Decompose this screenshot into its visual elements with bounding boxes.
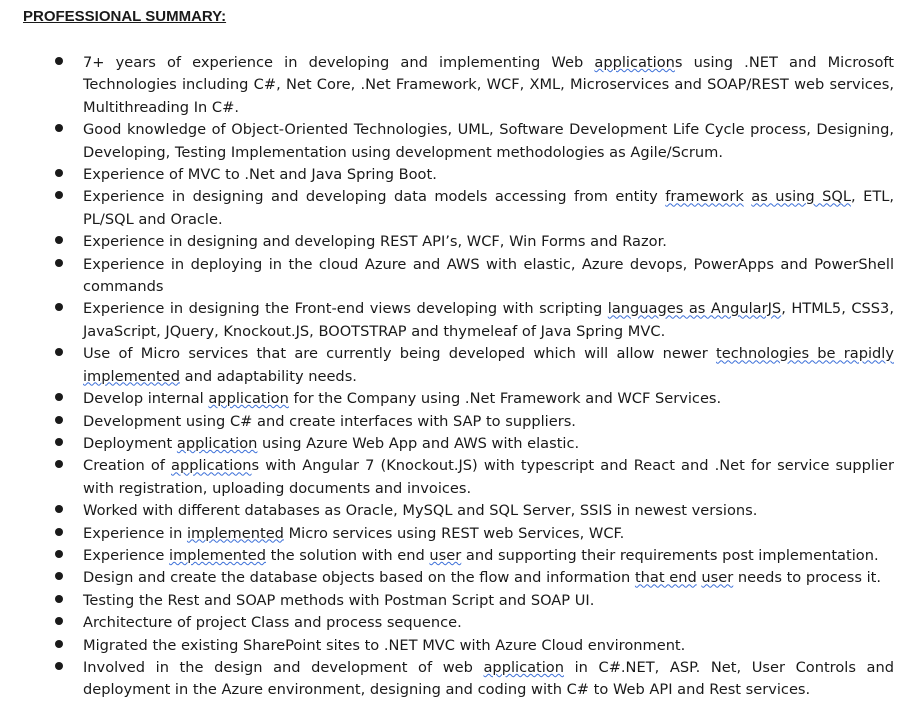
bullet-icon xyxy=(55,393,63,401)
summary-item-text: Experience of MVC to .Net and Java Spring Boot. xyxy=(83,166,437,184)
bullet-icon xyxy=(55,640,63,648)
summary-item-text: Migrated the existing SharePoint sites to .NET MVC with Azure Cloud environment. xyxy=(83,636,686,654)
summary-item-text: 7+ years of experience in developing and implementing Web applications using .NET and Microsoft Technologies including C#, Net Core, .Net Framework, WCF, XML, Microservices and SOAP/REST web services, Multithreading In C#. xyxy=(83,54,895,116)
summary-item-text: Architecture of project Class and process sequence. xyxy=(83,614,462,632)
summary-item xyxy=(0,433,915,455)
summary-item xyxy=(0,119,915,164)
summary-item xyxy=(0,657,915,702)
bullet-icon xyxy=(55,505,63,513)
summary-item xyxy=(0,231,915,253)
summary-item-text: Experience in implemented Micro services using REST web Services, WCF. xyxy=(83,524,625,542)
summary-item-text: Experience implemented the solution with end user and supporting their requirements post implementation. xyxy=(83,546,879,564)
summary-item-text: Deployment application using Azure Web App and AWS with elastic. xyxy=(83,434,580,452)
summary-item xyxy=(0,567,915,589)
summary-item xyxy=(0,254,915,299)
summary-list xyxy=(0,52,915,702)
bullet-icon xyxy=(55,572,63,580)
summary-item-text: Use of Micro services that are currently being developed which will allow newer technologies be rapidly implemented and adaptability needs. xyxy=(83,345,894,385)
bullet-icon xyxy=(55,124,63,132)
bullet-icon xyxy=(55,303,63,311)
bullet-icon xyxy=(55,259,63,267)
summary-item-text: Good knowledge of Object-Oriented Technologies, UML, Software Development Life Cycle process, Designing, Developing, Testing Implementation using development methodologies as Agile/Scrum. xyxy=(83,121,894,161)
bullet-icon xyxy=(55,57,63,65)
bullet-icon xyxy=(55,617,63,625)
summary-item-text: Experience in designing the Front-end views developing with scripting languages as AngularJS, HTML5, CSS3, JavaScript, JQuery, Knockout.JS, BOOTSTRAP and thymeleaf of Java Spring MVC. xyxy=(83,300,894,340)
bullet-icon xyxy=(55,169,63,177)
bullet-icon xyxy=(55,528,63,536)
summary-item-text: Design and create the database objects based on the flow and information that end user needs to process it. xyxy=(83,569,881,587)
summary-item-text: Develop internal application for the Company using .Net Framework and WCF Services. xyxy=(83,390,722,408)
summary-item xyxy=(0,186,915,231)
bullet-icon xyxy=(55,460,63,468)
bullet-icon xyxy=(55,191,63,199)
summary-item xyxy=(0,635,915,657)
summary-item-text: Worked with different databases as Oracle, MySQL and SQL Server, SSIS in newest versions. xyxy=(83,502,758,520)
summary-item xyxy=(0,500,915,522)
summary-item-text: Experience in deploying in the cloud Azure and AWS with elastic, Azure devops, PowerApps and PowerShell commands xyxy=(83,255,894,296)
summary-item-text: Development using C# and create interfaces with SAP to suppliers. xyxy=(83,412,576,430)
summary-item xyxy=(0,164,915,186)
bullet-icon xyxy=(55,550,63,558)
summary-item-text: Involved in the design and development of web application in C#.NET, ASP. Net, User Controls and deployment in the Azure environment, designing and coding with C# to Web API and Rest services. xyxy=(83,658,894,699)
bullet-icon xyxy=(55,348,63,356)
summary-item xyxy=(0,545,915,567)
summary-item xyxy=(0,590,915,612)
summary-item-text: Experience in designing and developing data models accessing from entity framework as using SQL, ETL, PL/SQL and Oracle. xyxy=(83,188,895,228)
bullet-icon xyxy=(55,662,63,670)
summary-item xyxy=(0,343,915,388)
summary-item xyxy=(0,455,915,500)
bullet-icon xyxy=(55,416,63,424)
section-heading: PROFESSIONAL SUMMARY: xyxy=(23,8,227,25)
summary-item xyxy=(0,52,915,119)
summary-item-text: Creation of applications with Angular 7 (Knockout.JS) with typescript and React and .Net for service supplier with registration, uploading documents and invoices. xyxy=(83,457,894,497)
summary-item-text: Testing the Rest and SOAP methods with Postman Script and SOAP UI. xyxy=(83,591,595,609)
summary-item xyxy=(0,411,915,433)
summary-item-text: Experience in designing and developing REST API’s, WCF, Win Forms and Razor. xyxy=(83,233,667,251)
summary-item xyxy=(0,388,915,410)
bullet-icon xyxy=(55,595,63,603)
bullet-icon xyxy=(55,438,63,446)
summary-item xyxy=(0,612,915,634)
summary-item xyxy=(0,523,915,545)
bullet-icon xyxy=(55,236,63,244)
summary-item xyxy=(0,298,915,343)
